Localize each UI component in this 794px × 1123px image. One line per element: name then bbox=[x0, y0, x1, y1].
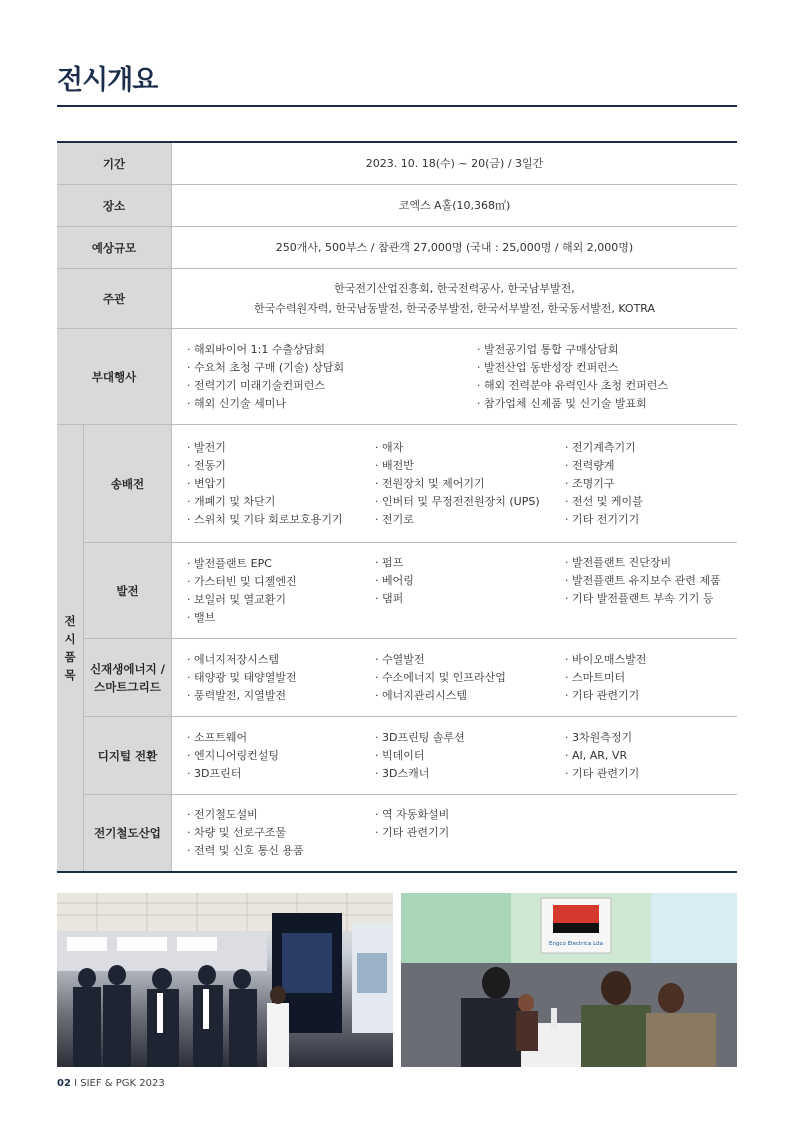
organizers-line: 한국전기산업진흥회, 한국전력공사, 한국남부발전, bbox=[334, 281, 575, 295]
list-item: · 변압기 bbox=[187, 475, 375, 493]
list-column bbox=[187, 439, 375, 529]
list-item: · 배전반 bbox=[375, 457, 565, 475]
category-items bbox=[172, 639, 737, 716]
list-column bbox=[187, 806, 375, 860]
page-footer bbox=[57, 1078, 165, 1089]
booth-sign-text: Engco Electrica Lda bbox=[548, 941, 604, 947]
list-item: · 해외 신기술 세미나 bbox=[187, 395, 477, 413]
exhibit-items-block bbox=[57, 425, 737, 871]
page-number: 02 bbox=[57, 1078, 71, 1089]
list-item: · 전기계측기기 bbox=[565, 439, 643, 457]
exhibit-items-label-text: 전시품목 bbox=[64, 614, 76, 682]
category-items bbox=[172, 425, 737, 542]
list-item: · 엔지니어링컨설팅 bbox=[187, 747, 375, 765]
list-item: · 기타 관련기기 bbox=[375, 824, 565, 842]
list-item: · 기타 관련기기 bbox=[565, 765, 639, 783]
row-label: 예상규모 bbox=[57, 227, 172, 268]
footer-separator: I bbox=[74, 1078, 78, 1089]
meeting-photo-illustration bbox=[401, 893, 737, 1067]
list-item: · 전력기기 미래기술컨퍼런스 bbox=[187, 377, 477, 395]
row-value bbox=[172, 185, 737, 226]
list-item: · 3D스캐너 bbox=[375, 765, 565, 783]
list-column bbox=[187, 555, 375, 627]
list-column bbox=[187, 341, 477, 413]
row-side-events bbox=[57, 329, 737, 425]
list-item: · 발전플랜트 진단장비 bbox=[565, 554, 721, 572]
list-item: · 에너지저장시스템 bbox=[187, 651, 375, 669]
list-item: · 베어링 bbox=[375, 572, 565, 590]
row-value bbox=[172, 143, 737, 184]
list-item: · 전력량계 bbox=[565, 457, 643, 475]
list-item: · 전기로 bbox=[375, 511, 565, 529]
category-transmission bbox=[84, 425, 737, 543]
period-text: 2023. 10. 18(수) ~ 20(금) / 3일간 bbox=[365, 156, 544, 170]
venue-text: 코엑스 A홀(10,368㎡) bbox=[398, 198, 511, 212]
category-items bbox=[172, 795, 737, 871]
list-column bbox=[375, 554, 565, 608]
list-item: · 참가업체 신제품 및 신기술 발표회 bbox=[477, 395, 668, 413]
row-label: 주관 bbox=[57, 269, 172, 328]
list-item: · 기타 전기기기 bbox=[565, 511, 643, 529]
list-column bbox=[477, 341, 668, 413]
row-organizers bbox=[57, 269, 737, 329]
list-item: · 스위치 및 기타 회로보호용기기 bbox=[187, 511, 375, 529]
list-column bbox=[565, 554, 721, 608]
list-column bbox=[187, 729, 375, 783]
list-item: · 댐퍼 bbox=[375, 590, 565, 608]
category-items bbox=[172, 543, 737, 638]
list-column bbox=[375, 439, 565, 529]
list-column bbox=[375, 651, 565, 705]
list-item: · 3차원측정기 bbox=[565, 729, 639, 747]
row-venue bbox=[57, 185, 737, 227]
list-item: · 펌프 bbox=[375, 554, 565, 572]
list-column bbox=[375, 729, 565, 783]
list-column bbox=[565, 729, 639, 783]
page-title: 전시개요 bbox=[57, 65, 158, 96]
row-value bbox=[172, 227, 737, 268]
list-item: · AI, AR, VR bbox=[565, 747, 639, 765]
list-item: · 발전기 bbox=[187, 439, 375, 457]
list-item: · 수소에너지 및 인프라산업 bbox=[375, 669, 565, 687]
list-item: · 전기철도설비 bbox=[187, 806, 375, 824]
list-item: · 전력 및 신호 통신 용품 bbox=[187, 842, 375, 860]
category-label: 송배전 bbox=[84, 425, 172, 542]
category-items bbox=[172, 717, 737, 794]
list-item: · 밸브 bbox=[187, 609, 375, 627]
list-item: · 가스터빈 및 디젤엔진 bbox=[187, 573, 375, 591]
list-item: · 전원장치 및 제어기기 bbox=[375, 475, 565, 493]
list-item: · 발전플랜트 EPC bbox=[187, 555, 375, 573]
list-item: · 역 자동화설비 bbox=[375, 806, 565, 824]
exhibit-categories bbox=[84, 425, 737, 871]
row-period bbox=[57, 143, 737, 185]
opening-photo-illustration bbox=[57, 893, 393, 1067]
exhibit-items-label bbox=[57, 425, 84, 871]
list-item: · 조명기구 bbox=[565, 475, 643, 493]
list-item: · 전선 및 케이블 bbox=[565, 493, 643, 511]
list-item: · 3D프린터 bbox=[187, 765, 375, 783]
list-item: · 인버터 및 무정전전원장치 (UPS) bbox=[375, 493, 565, 511]
organizers-line: 한국수력원자력, 한국남동발전, 한국중부발전, 한국서부발전, 한국동서발전, KOTRA bbox=[253, 301, 656, 315]
scale-text: 250개사, 500부스 / 참관객 27,000명 (국내 : 25,000명 / 해외 2,000명) bbox=[275, 240, 634, 254]
list-item: · 기타 발전플랜트 부속 기기 등 bbox=[565, 590, 721, 608]
list-item: · 차량 및 선로구조물 bbox=[187, 824, 375, 842]
exhibition-overview-table bbox=[57, 141, 737, 873]
list-item: · 빅데이터 bbox=[375, 747, 565, 765]
category-renewable-smartgrid bbox=[84, 639, 737, 717]
list-item: · 발전플랜트 유지보수 관련 제품 bbox=[565, 572, 721, 590]
list-column bbox=[565, 439, 643, 529]
category-label: 디지털 전환 bbox=[84, 717, 172, 794]
category-label: 신재생에너지 / 스마트그리드 bbox=[84, 639, 172, 716]
row-value bbox=[172, 269, 737, 328]
list-item: · 개폐기 및 차단기 bbox=[187, 493, 375, 511]
list-column bbox=[565, 651, 646, 705]
category-label: 발전 bbox=[84, 543, 172, 638]
row-scale bbox=[57, 227, 737, 269]
row-label: 장소 bbox=[57, 185, 172, 226]
list-item: · 애자 bbox=[375, 439, 565, 457]
list-item: · 소프트웨어 bbox=[187, 729, 375, 747]
list-item: · 발전공기업 통합 구매상담회 bbox=[477, 341, 668, 359]
title-divider bbox=[57, 105, 737, 107]
list-item: · 풍력발전, 지열발전 bbox=[187, 687, 375, 705]
list-item: · 기타 관련기기 bbox=[565, 687, 646, 705]
list-item: · 발전산업 동반성장 컨퍼런스 bbox=[477, 359, 668, 377]
category-power-generation bbox=[84, 543, 737, 639]
row-label: 부대행사 bbox=[57, 329, 172, 424]
list-item: · 수열발전 bbox=[375, 651, 565, 669]
list-item: · 태양광 및 태양열발전 bbox=[187, 669, 375, 687]
exhibition-opening-photo bbox=[57, 893, 393, 1067]
list-item: · 스마트미터 bbox=[565, 669, 646, 687]
list-item: · 전동기 bbox=[187, 457, 375, 475]
list-item: · 바이오매스발전 bbox=[565, 651, 646, 669]
category-digital-transformation bbox=[84, 717, 737, 795]
list-column bbox=[187, 651, 375, 705]
side-events-list bbox=[172, 329, 737, 424]
list-item: · 보일러 및 열교환기 bbox=[187, 591, 375, 609]
business-meeting-photo bbox=[401, 893, 737, 1067]
list-item: · 수요처 초청 구매 (기술) 상담회 bbox=[187, 359, 477, 377]
category-electric-railway bbox=[84, 795, 737, 871]
category-label: 전기철도산업 bbox=[84, 795, 172, 871]
list-item: · 해외 전력분야 유력인사 초청 컨퍼런스 bbox=[477, 377, 668, 395]
row-label: 기간 bbox=[57, 143, 172, 184]
footer-title: SIEF & PGK 2023 bbox=[80, 1078, 165, 1089]
list-item: · 3D프린팅 솔루션 bbox=[375, 729, 565, 747]
list-item: · 에너지관리시스템 bbox=[375, 687, 565, 705]
list-item: · 해외바이어 1:1 수출상담회 bbox=[187, 341, 477, 359]
list-column bbox=[375, 806, 565, 842]
